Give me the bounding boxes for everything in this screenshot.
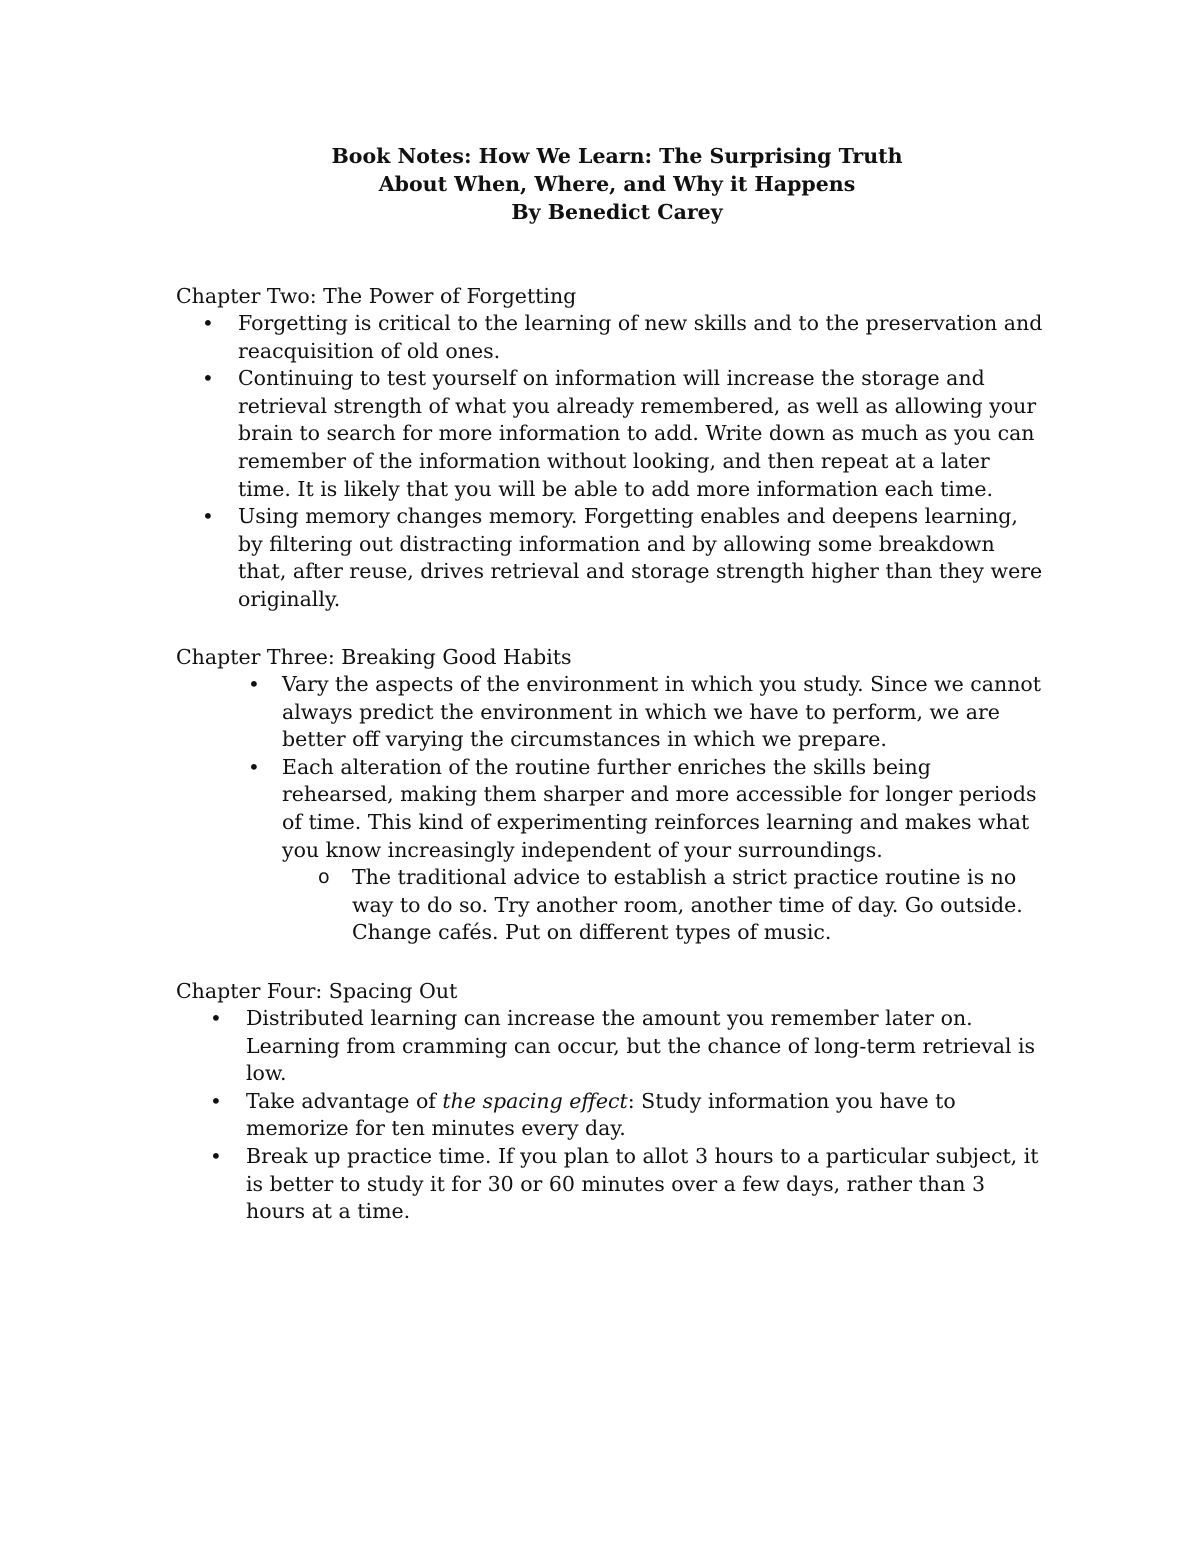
chapter-four-section: [176, 977, 1046, 1226]
list-item-text: Continuing to test yourself on information will increase the storage and retrieval strength of what you already remembered, as well as allowing your brain to search for more information to add. Write down as much as you can remember of the information without looking, and then repeat at a later time. It is likely that you will be able to add more information each time.: [238, 366, 1037, 501]
bullet-icon: •: [202, 311, 214, 335]
sub-bullet-list: [176, 864, 1046, 947]
chapter-heading: Chapter Two: The Power of Forgetting: [176, 284, 577, 308]
list-item-text: Forgetting is critical to the learning of new skills and to the preservation and reacquisition of old ones.: [238, 311, 1043, 363]
list-item-text: Using memory changes memory. Forgetting enables and deepens learning, by filtering out distracting information and by allowing some breakdown that, after reuse, drives retrieval and storage strength higher than they were originally.: [238, 504, 1043, 611]
bullet-icon: •: [210, 1006, 222, 1030]
bullet-icon: •: [210, 1143, 222, 1168]
circle-bullet-icon: o: [318, 866, 330, 889]
bullet-icon: •: [248, 754, 260, 779]
list-item-text-before: Take advantage of: [246, 1088, 443, 1113]
chapter-heading: Chapter Three: Breaking Good Habits: [176, 645, 572, 669]
bullet-list: [176, 310, 1046, 614]
list-item: [176, 671, 1046, 754]
list-item: [176, 1005, 1046, 1088]
bullet-icon: •: [210, 1088, 222, 1113]
list-item-text: Each alteration of the routine further enriches the skills being rehearsed, making them sharper and more accessible for longer periods of time. This kind of experimenting reinforces learning and makes what you know increasingly independent of your surroundings.: [282, 754, 1037, 862]
author-line: By Benedict Carey: [511, 200, 723, 224]
list-item-text: The traditional advice to establish a strict practice routine is no way to do so. Try another room, another time of day. Go outside. Change cafés. Put on different types of music.: [352, 865, 1023, 945]
list-item: [176, 310, 1046, 365]
bullet-icon: •: [202, 504, 214, 529]
list-item-text-after: : Study information you have to memorize for ten minutes every day.: [246, 1088, 956, 1141]
list-item: [176, 754, 1046, 864]
list-item: [176, 1143, 1046, 1226]
list-item-text: Distributed learning can increase the amount you remember later on. Learning from cramming can occur, but the chance of long-term retrieval is low.: [246, 1006, 1036, 1086]
bullet-icon: •: [202, 366, 214, 391]
bullet-icon: •: [248, 672, 260, 696]
chapter-heading: Chapter Four: Spacing Out: [176, 979, 458, 1003]
document-title: [0, 142, 1200, 226]
title-line-1: Book Notes: How We Learn: The Surprising Truth: [331, 144, 903, 168]
emphasis-text: the spacing effect: [442, 1088, 628, 1113]
title-line-2: About When, Where, and Why it Happens: [378, 172, 856, 196]
sub-list-item: [176, 864, 1046, 947]
list-item-text: Break up practice time. If you plan to allot 3 hours to a particular subject, it is better to study it for 30 or 60 minutes over a few days, rather than 3 hours at a time.: [246, 1143, 1039, 1224]
list-item: [176, 1088, 1046, 1143]
chapter-three-section: [176, 643, 1046, 947]
list-item-text: Vary the aspects of the environment in which you study. Since we cannot always predict the environment in which we have to perform, we are better off varying the circumstances in which we prepare.: [282, 672, 1041, 752]
bullet-list: [176, 1005, 1046, 1226]
list-item: [176, 365, 1046, 503]
list-item: [176, 503, 1046, 613]
bullet-list: [176, 671, 1046, 864]
chapter-two-section: [176, 282, 1046, 614]
